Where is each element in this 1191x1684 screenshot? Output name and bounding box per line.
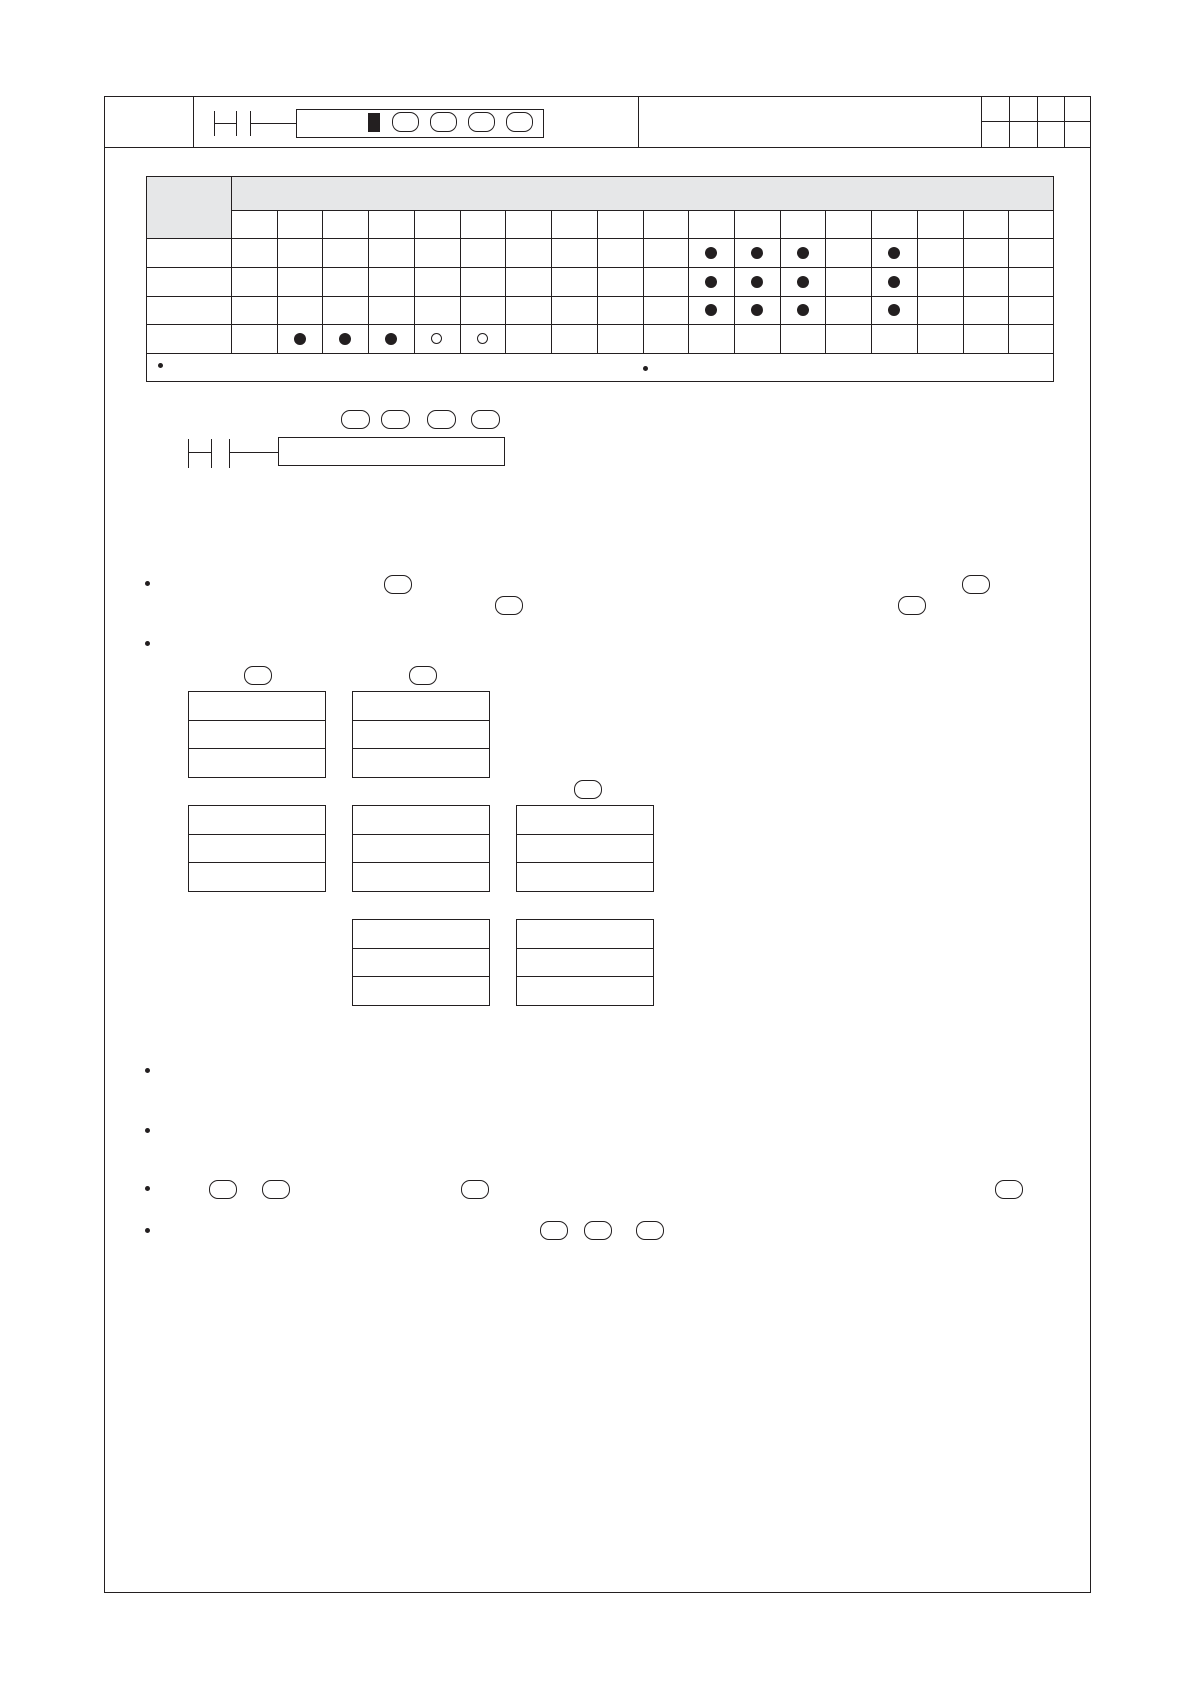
bullet	[145, 1186, 150, 1191]
table-hline	[146, 353, 1054, 354]
filled-mark	[888, 247, 900, 259]
rung-wire	[214, 123, 236, 124]
table-vline	[825, 210, 826, 353]
operand-badge	[636, 1221, 664, 1240]
operand-badge	[995, 1180, 1023, 1199]
operand-badge	[962, 575, 990, 594]
operand-badge	[262, 1180, 290, 1199]
table-vline	[551, 210, 552, 353]
register-cell	[352, 691, 490, 721]
operand-badge	[244, 666, 272, 685]
header-col-divider	[981, 96, 982, 148]
operand-badge	[574, 780, 602, 799]
open-mark	[431, 333, 442, 344]
table-vline	[963, 210, 964, 353]
operand-badge	[384, 575, 412, 594]
operand-badge	[540, 1221, 568, 1240]
table-vline	[277, 210, 278, 353]
header-col-divider	[193, 96, 194, 148]
table-vline	[414, 210, 415, 353]
register-cell	[516, 976, 654, 1006]
open-mark	[477, 333, 488, 344]
rung-wire	[250, 123, 296, 124]
filled-mark	[797, 276, 809, 288]
register-cell	[188, 834, 326, 864]
contact-bar	[188, 439, 189, 468]
filled-mark	[705, 276, 717, 288]
pulse-marker	[368, 113, 380, 132]
register-cell	[352, 862, 490, 892]
operand-badge	[341, 410, 370, 429]
operand-badge	[461, 1180, 489, 1199]
model-grid-divider	[981, 121, 1091, 122]
table-vline	[460, 210, 461, 353]
header-col-divider	[1009, 96, 1010, 148]
operand-badge	[495, 596, 523, 615]
register-cell	[352, 720, 490, 750]
contact-bar	[229, 439, 230, 468]
register-cell	[188, 862, 326, 892]
table-vline	[780, 210, 781, 353]
contact-bar	[211, 439, 212, 468]
filled-mark	[751, 276, 763, 288]
table-vline	[597, 210, 598, 353]
header-col-divider	[638, 96, 639, 148]
register-cell	[516, 834, 654, 864]
note-bullet	[158, 363, 163, 368]
register-cell	[352, 948, 490, 978]
register-cell	[516, 948, 654, 978]
register-cell	[516, 862, 654, 892]
filled-mark	[797, 304, 809, 316]
register-cell	[188, 748, 326, 778]
filled-mark	[888, 276, 900, 288]
operand-badge	[392, 112, 419, 132]
rung-wire	[188, 452, 211, 453]
register-cell	[188, 805, 326, 835]
header-divider	[104, 147, 1091, 148]
table-vline	[1008, 210, 1009, 353]
table-vline	[368, 210, 369, 353]
table-vline	[643, 210, 644, 353]
filled-mark	[705, 247, 717, 259]
rung-wire	[229, 452, 279, 453]
instruction-box	[278, 437, 505, 466]
register-cell	[352, 919, 490, 949]
bullet	[145, 1068, 150, 1073]
table-vline	[871, 210, 872, 353]
filled-mark	[705, 304, 717, 316]
register-cell	[516, 805, 654, 835]
filled-mark	[339, 333, 351, 345]
operand-badge	[409, 666, 437, 685]
bullet	[145, 1228, 150, 1233]
bullet	[145, 641, 150, 646]
operand-badge	[471, 410, 500, 429]
register-cell	[516, 919, 654, 949]
table-vline	[688, 210, 689, 353]
register-cell	[188, 691, 326, 721]
operand-badge	[506, 112, 533, 132]
operand-badge	[468, 112, 495, 132]
register-cell	[352, 748, 490, 778]
operand-badge	[381, 410, 410, 429]
table-vline	[734, 210, 735, 353]
operand-badge	[898, 596, 926, 615]
filled-mark	[294, 333, 306, 345]
table-vline	[505, 210, 506, 353]
filled-mark	[888, 304, 900, 316]
operand-badge	[209, 1180, 237, 1199]
filled-mark	[797, 247, 809, 259]
register-cell	[352, 976, 490, 1006]
table-vline	[322, 210, 323, 353]
note-bullet	[643, 366, 648, 371]
filled-mark	[751, 304, 763, 316]
filled-mark	[385, 333, 397, 345]
register-cell	[352, 805, 490, 835]
table-vline	[917, 210, 918, 353]
operand-badge	[430, 112, 457, 132]
header-col-divider	[1037, 96, 1038, 148]
register-cell	[188, 720, 326, 750]
contact-bar	[236, 111, 237, 136]
operand-badge	[427, 410, 456, 429]
filled-mark	[751, 247, 763, 259]
table-vline	[231, 176, 232, 353]
operand-badge	[584, 1221, 612, 1240]
bullet	[145, 581, 150, 586]
bullet	[145, 1128, 150, 1133]
register-cell	[352, 834, 490, 864]
header-col-divider	[1064, 96, 1065, 148]
